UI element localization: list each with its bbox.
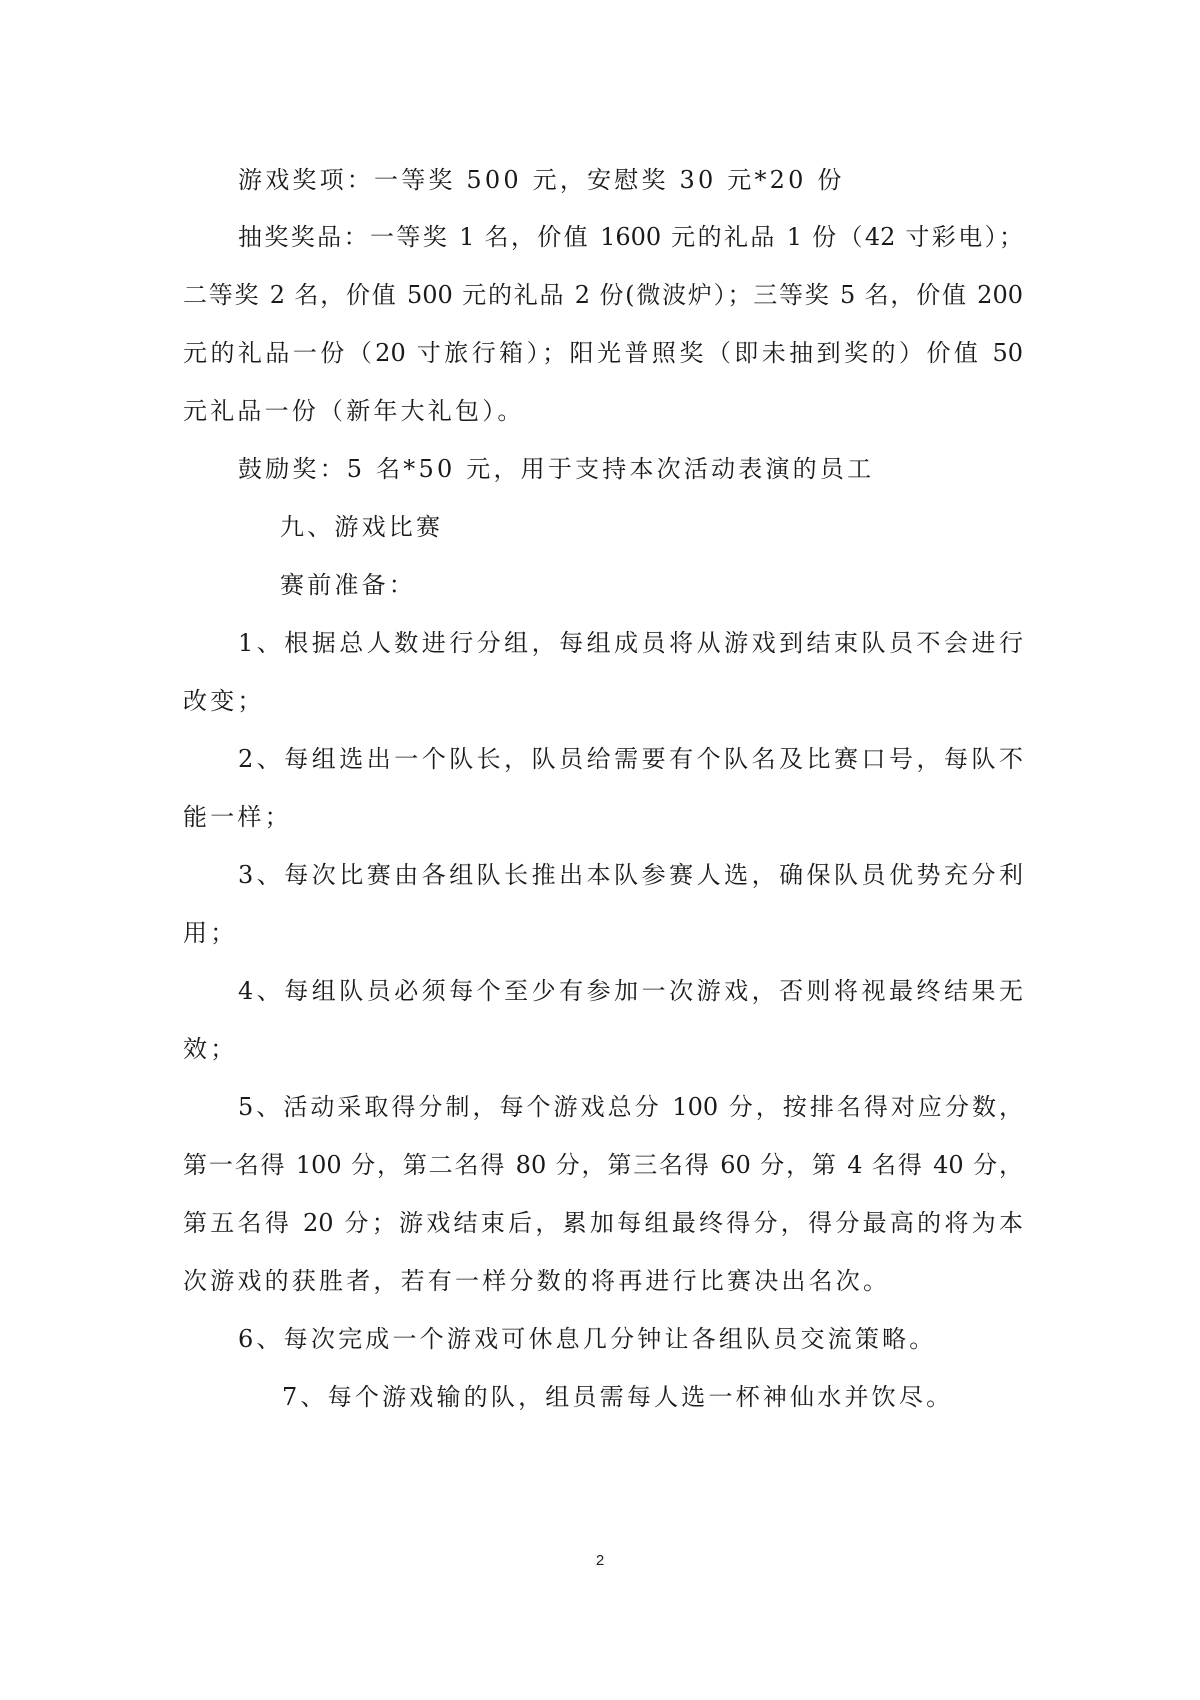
rule-4-line-1: 4、每组队员必须每个至少有参加一次游戏，否则将视最终结果无 — [238, 977, 1023, 1005]
encouragement-prize-line: 鼓励奖：5 名*50 元，用于支持本次活动表演的员工 — [238, 455, 875, 483]
game-prizes-line: 游戏奖项：一等奖 500 元，安慰奖 30 元*20 份 — [238, 166, 845, 194]
page-number: 2 — [595, 1552, 605, 1569]
rule-7-line: 7、每个游戏输的队，组员需每人选一杯神仙水并饮尽。 — [282, 1383, 954, 1411]
rule-5-line-1: 5、活动采取得分制，每个游戏总分 100 分，按排名得对应分数， — [238, 1093, 1023, 1121]
rule-3-line-2: 用； — [183, 919, 238, 947]
rule-4-line-2: 效； — [183, 1035, 238, 1063]
lottery-prizes-line-1: 抽奖奖品：一等奖 1 名，价值 1600 元的礼品 1 份（42 寸彩电）； — [238, 223, 1023, 251]
preparation-heading: 赛前准备： — [280, 571, 416, 599]
rule-6-line: 6、每次完成一个游戏可休息几分钟让各组队员交流策略。 — [238, 1325, 937, 1353]
rule-5-line-3: 第五名得 20 分；游戏结束后，累加每组最终得分，得分最高的将为本 — [183, 1209, 1023, 1237]
rule-2-line-1: 2、每组选出一个队长，队员给需要有个队名及比赛口号，每队不 — [238, 745, 1023, 773]
rule-1-line-2: 改变； — [183, 687, 265, 715]
rule-5-line-2: 第一名得 100 分，第二名得 80 分，第三名得 60 分，第 4 名得 40 分， — [183, 1151, 1023, 1179]
lottery-prizes-line-4: 元礼品一份（新年大礼包）。 — [183, 397, 525, 425]
rule-2-line-2: 能一样； — [183, 803, 292, 831]
lottery-prizes-line-3: 元的礼品一份（20 寸旅行箱）；阳光普照奖（即未抽到奖的）价值 50 — [183, 339, 1023, 367]
rule-5-line-4: 次游戏的获胜者，若有一样分数的将再进行比赛决出名次。 — [183, 1267, 891, 1295]
section-heading: 九、游戏比赛 — [280, 513, 444, 541]
rule-1-line-1: 1、根据总人数进行分组，每组成员将从游戏到结束队员不会进行 — [238, 629, 1023, 657]
rule-3-line-1: 3、每次比赛由各组队长推出本队参赛人选，确保队员优势充分利 — [238, 861, 1023, 889]
lottery-prizes-line-2: 二等奖 2 名，价值 500 元的礼品 2 份(微波炉）；三等奖 5 名，价值 200 — [183, 281, 1023, 309]
